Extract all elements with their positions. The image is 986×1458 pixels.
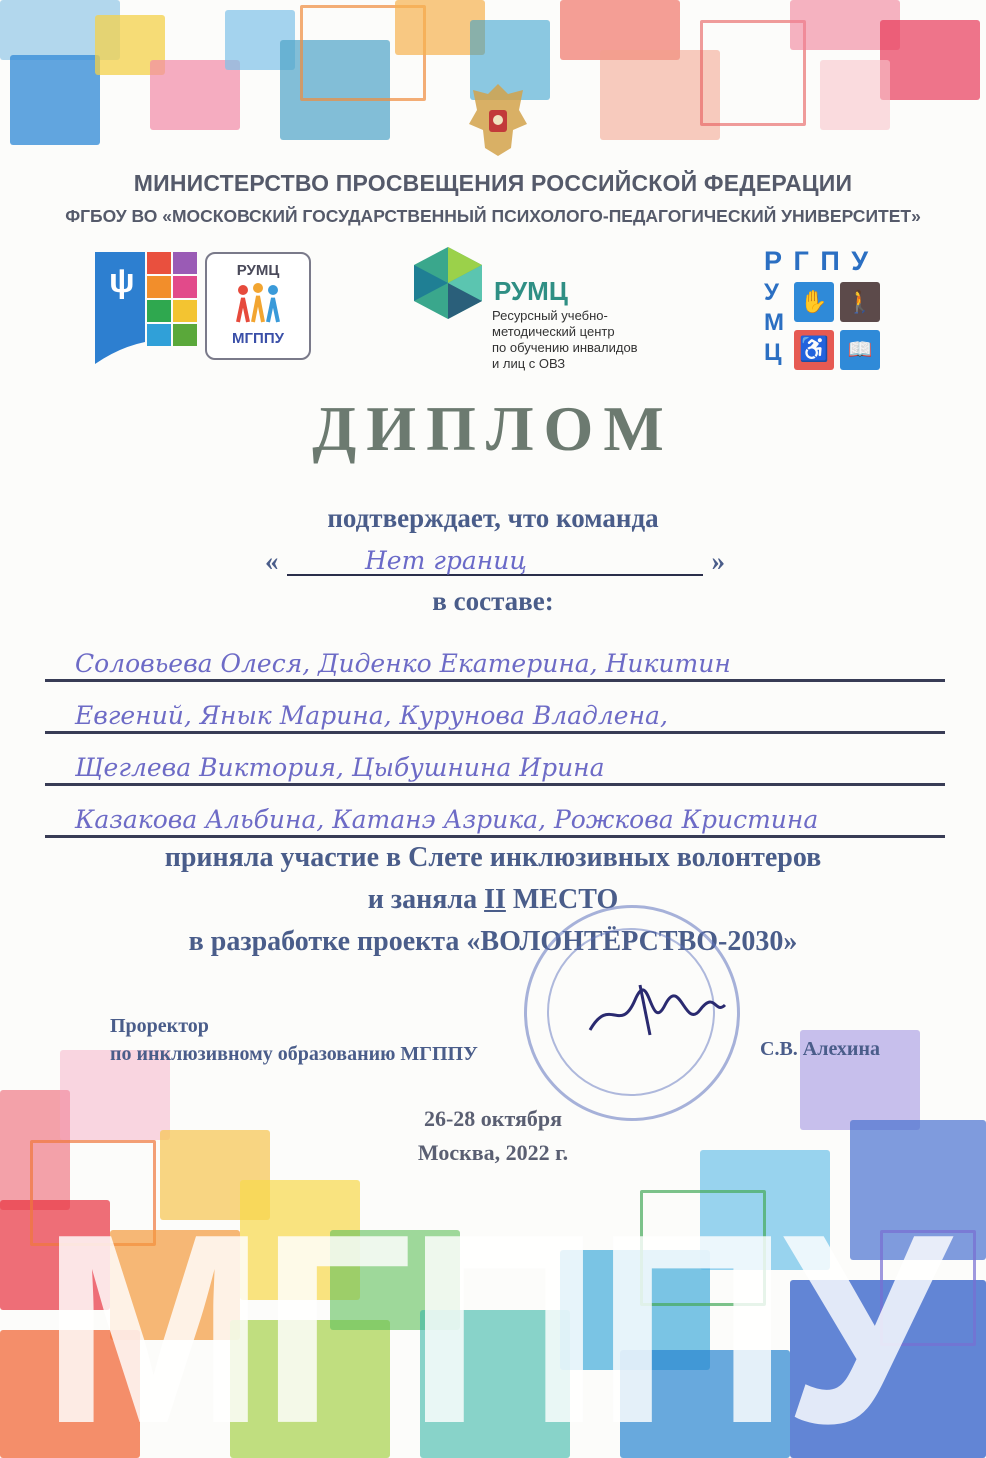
rumc-mgppu-logo xyxy=(205,252,311,360)
rumc-mgppu-logo-top: РУМЦ xyxy=(236,262,280,279)
signatory-role xyxy=(110,1012,478,1068)
rgpu-side-letter: У xyxy=(764,279,779,306)
signatory-role-line2: по инклюзивному образованию МГППУ xyxy=(110,1043,478,1065)
member-line-text: Казакова Альбина, Катанэ Азрика, Рожкова Кристина xyxy=(75,805,819,834)
ministry-title: МИНИСТЕРСТВО ПРОСВЕЩЕНИЯ РОССИЙСКОЙ ФЕДЕРАЦИИ xyxy=(133,170,853,196)
member-underline xyxy=(45,731,945,734)
mgppu-brand-watermark: МГППУ xyxy=(40,1179,946,1458)
rumc-center-title: РУМЦ xyxy=(494,276,568,306)
place-suffix: МЕСТО xyxy=(512,884,619,915)
place-text xyxy=(0,884,986,916)
rgpu-side-letter: Ц xyxy=(764,339,782,366)
rumc-center-description xyxy=(492,308,638,372)
participation-text: приняла участие в Слете инклюзивных волонтеров xyxy=(164,842,822,873)
confirms-text: подтверждает, что команда xyxy=(327,503,659,533)
rumc-desc-line: Ресурсный учебно- xyxy=(492,308,608,323)
rumc-desc-line: методический центр xyxy=(492,324,615,339)
rumc-desc-line: и лиц с ОВЗ xyxy=(492,356,566,371)
quote-open: « xyxy=(265,546,279,576)
member-line xyxy=(45,640,945,692)
signatory-role-line1: Проректор xyxy=(110,1015,209,1037)
member-line xyxy=(45,744,945,796)
city-year: Москва, 2022 г. xyxy=(417,1140,569,1165)
quote-close: » xyxy=(711,546,725,576)
university-title: ФГБОУ ВО «МОСКОВСКИЙ ГОСУДАРСТВЕННЫЙ ПСИХОЛОГО-ПЕДАГОГИЧЕСКИЙ УНИВЕРСИТЕТ» xyxy=(65,206,921,226)
member-underline xyxy=(45,679,945,682)
rgpu-side-letter: М xyxy=(764,309,784,336)
wheelchair-icon: ♿ xyxy=(794,330,834,370)
diploma-title: ДИПЛОМ xyxy=(312,393,674,464)
mgppu-logo-icon xyxy=(95,252,197,364)
member-line-text: Соловьева Олеся, Диденко Екатерина, Никитин xyxy=(75,649,731,678)
member-underline xyxy=(45,835,945,838)
coat-of-arms-emblem xyxy=(463,80,533,160)
project-text: в разработке проекта «ВОЛОНТЁРСТВО-2030» xyxy=(188,926,798,957)
people-icon xyxy=(233,282,283,326)
rgpu-logo-side xyxy=(764,278,784,368)
member-line xyxy=(45,796,945,848)
rgpu-logo-top: Р Г П У xyxy=(764,246,871,276)
signatory-name: С.В. Алехина xyxy=(760,1038,880,1060)
rumc-center-logo-icon xyxy=(410,245,486,321)
members-list xyxy=(45,640,945,848)
member-line-text: Щеглева Виктория, Цыбушнина Ирина xyxy=(75,753,605,782)
member-line-text: Евгений, Янык Марина, Курунова Владлена, xyxy=(75,701,668,730)
composition-label: в составе: xyxy=(432,586,554,616)
member-underline xyxy=(45,783,945,786)
book-icon: 📖 xyxy=(840,330,880,370)
svg-text:ψ: ψ xyxy=(109,262,135,300)
team-name-line xyxy=(265,546,725,586)
sign-language-icon: ✋ xyxy=(794,282,834,322)
rumc-desc-line: по обучению инвалидов xyxy=(492,340,638,355)
rgpu-umc-logo xyxy=(762,246,884,375)
place-value: II xyxy=(484,884,506,915)
blind-person-icon: 🚶 xyxy=(840,282,880,322)
signature-scribble xyxy=(580,975,730,1045)
place-prefix: и заняла xyxy=(367,884,478,915)
team-name-handwritten: Нет границ xyxy=(365,546,527,575)
event-dates: 26-28 октября xyxy=(423,1106,563,1131)
rumc-mgppu-logo-bottom: МГППУ xyxy=(232,330,284,347)
member-line xyxy=(45,692,945,744)
